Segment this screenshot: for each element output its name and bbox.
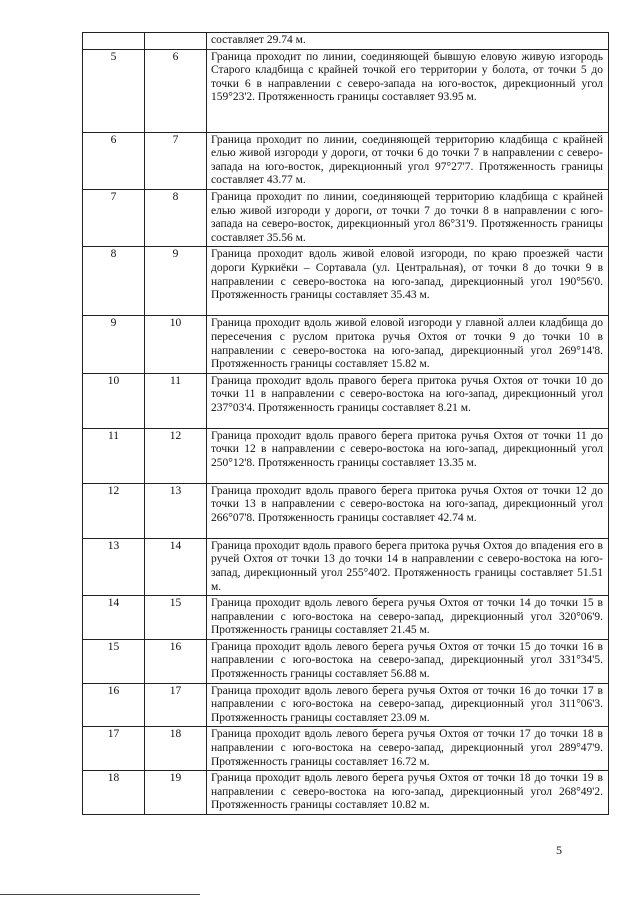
boundary-description-cell: Граница проходит вдоль левого берега ручья Охтоя от точки 17 до точки 18 в направлении с юго-востока на северо-запад, дирекционный угол 289°47'9. Протяженность границы составляет 16.72 м. [207, 727, 609, 771]
point-from-cell: 16 [83, 683, 145, 727]
point-from-cell: 15 [83, 639, 145, 683]
point-to-cell: 17 [145, 683, 207, 727]
point-from-cell [83, 33, 145, 50]
boundary-description-cell: Граница проходит по линии, соединяющей территорию кладбища с крайней елью живой изгороди у дороги, от точки 6 до точки 7 в направлении с северо-запада на юго-восток, дирекционный угол 97°27'7. Протяженность границы составляет 43.77 м. [207, 132, 609, 189]
point-from-cell: 18 [83, 771, 145, 815]
table-row [83, 596, 609, 640]
point-to-cell: 13 [145, 483, 207, 538]
boundary-description-cell: Граница проходит вдоль левого берега ручья Охтоя от точки 16 до точки 17 в направлении с юго-востока на северо-запад, дирекционный угол 311°06'3. Протяженность границы составляет 23.09 м. [207, 683, 609, 727]
table-row [83, 373, 609, 428]
boundary-description-cell: Граница проходит вдоль правого берега притока ручья Охтоя до впадения его в ручей Охтоя от точки 13 до точки 14 в направлении с северо-востока на юго-запад, дирекционный угол 255°40'2. Протяженность границы составляет 51.51 м. [207, 538, 609, 595]
boundary-description-cell: Граница проходит вдоль левого берега ручья Охтоя от точки 14 до точки 15 в направлении с юго-востока на северо-запад, дирекционный угол 320°06'9. Протяженность границы составляет 21.45 м. [207, 596, 609, 640]
point-to-cell: 6 [145, 49, 207, 132]
point-from-cell: 6 [83, 132, 145, 189]
table-row [83, 189, 609, 246]
boundary-description-cell: Граница проходит вдоль левого берега ручья Охтоя от точки 15 до точки 16 в направлении с юго-востока на северо-запад, дирекционный угол 331°34'5. Протяженность границы составляет 56.88 м. [207, 639, 609, 683]
boundary-table-body [83, 33, 609, 815]
boundary-description-cell: Граница проходит вдоль живой еловой изгороди у главной аллеи кладбища до пересечения с руслом притока ручья Охтоя от точки 9 до точки 10 в направлении с северо-востока на юго-запад, дирекционный угол 269°14'8. Протяженность границы составляет 15.82 м. [207, 316, 609, 373]
point-to-cell [145, 33, 207, 50]
point-from-cell: 11 [83, 428, 145, 483]
point-to-cell: 19 [145, 771, 207, 815]
table-row [83, 538, 609, 595]
point-from-cell: 13 [83, 538, 145, 595]
table-row [83, 483, 609, 538]
table-row [83, 771, 609, 815]
point-from-cell: 8 [83, 247, 145, 316]
point-to-cell: 16 [145, 639, 207, 683]
table-row [83, 727, 609, 771]
point-to-cell: 10 [145, 316, 207, 373]
point-from-cell: 10 [83, 373, 145, 428]
point-from-cell: 14 [83, 596, 145, 640]
table-row [83, 132, 609, 189]
boundary-description-cell: Граница проходит вдоль правого берега притока ручья Охтоя от точки 12 до точки 13 в направлении с северо-востока на юго-запад, дирекционный угол 266°07'8. Протяженность границы составляет 42.74 м. [207, 483, 609, 538]
table-row [83, 639, 609, 683]
point-to-cell: 8 [145, 189, 207, 246]
boundary-description-cell: Граница проходит по линии, соединяющей бывшую еловую живую изгородь Старого кладбища с крайней точкой его территории у болота, от точки 5 до точки 6 в направлении с северо-запада на юго-восток, дирекционный угол 159°23'2. Протяженность границы составляет 93.95 м. [207, 49, 609, 132]
point-from-cell: 12 [83, 483, 145, 538]
point-to-cell: 14 [145, 538, 207, 595]
page-bottom-rule [0, 894, 200, 895]
point-to-cell: 11 [145, 373, 207, 428]
point-to-cell: 18 [145, 727, 207, 771]
boundary-description-cell: составляет 29.74 м. [207, 33, 609, 50]
boundary-table [82, 32, 609, 815]
page-number: 5 [556, 843, 562, 857]
boundary-description-cell: Граница проходит вдоль правого берега притока ручья Охтоя от точки 10 до точки 11 в направлении с северо-востока на юго-запад, дирекционный угол 237°03'4. Протяженность границы составляет 8.21 м. [207, 373, 609, 428]
point-to-cell: 7 [145, 132, 207, 189]
boundary-description-cell: Граница проходит вдоль правого берега притока ручья Охтоя от точки 11 до точки 12 в направлении с северо-востока на юго-запад, дирекционный угол 250°12'8. Протяженность границы составляет 13.35 м. [207, 428, 609, 483]
boundary-description-cell: Граница проходит по линии, соединяющей территорию кладбища с крайней елью живой изгороди у дороги, от точки 7 до точки 8 в направлении с юго-запада на северо-восток, дирекционный угол 86°31'9. Протяженность границы составляет 35.56 м. [207, 189, 609, 246]
point-to-cell: 9 [145, 247, 207, 316]
point-to-cell: 15 [145, 596, 207, 640]
table-row [83, 49, 609, 132]
boundary-description-cell: Граница проходит вдоль живой еловой изгороди, по краю проезжей части дороги Куркиёки – Сортавала (ул. Центральная), от точки 8 до точки 9 в направлении с северо-востока на юго-запад, дирекционный угол 190°56'0. Протяженность границы составляет 35.43 м. [207, 247, 609, 316]
point-from-cell: 5 [83, 49, 145, 132]
table-row [83, 316, 609, 373]
point-from-cell: 7 [83, 189, 145, 246]
table-row [83, 428, 609, 483]
table-row [83, 33, 609, 50]
point-from-cell: 17 [83, 727, 145, 771]
point-to-cell: 12 [145, 428, 207, 483]
point-from-cell: 9 [83, 316, 145, 373]
table-row [83, 247, 609, 316]
table-row [83, 683, 609, 727]
boundary-description-cell: Граница проходит вдоль левого берега ручья Охтоя от точки 18 до точки 19 в направлении с северо-востока на юго-запад, дирекционный угол 268°49'2. Протяженность границы составляет 10.82 м. [207, 771, 609, 815]
